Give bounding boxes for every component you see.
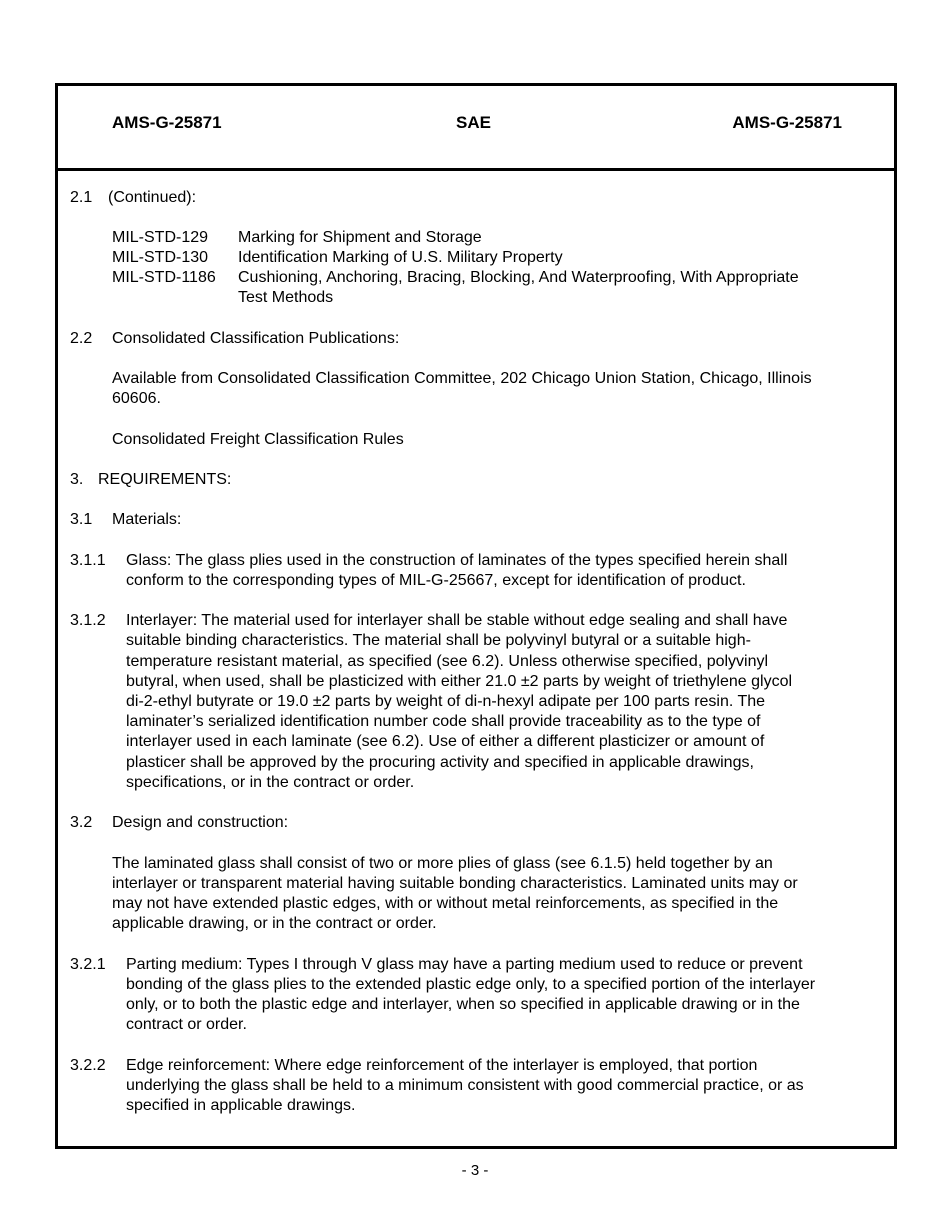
section-title: Consolidated Classification Publications:: [112, 330, 400, 347]
section-number: 2.2: [70, 330, 93, 347]
paragraph-line: suitable binding characteristics. The material shall be polyvinyl butyral or a suitable high-: [126, 632, 751, 649]
section-number: 2.1: [70, 189, 93, 206]
section-title: Materials:: [112, 511, 182, 528]
paragraph-line: butyral, when used, shall be plasticized with either 21.0 ±2 parts by weight of triethylene glycol: [126, 673, 793, 690]
paragraph-line: laminater’s serialized identification number code shall provide traceability as to the type of: [126, 713, 761, 730]
paragraph-line: temperature resistant material, as specified (see 6.2). Unless otherwise specified, polyvinyl: [126, 653, 769, 670]
header-doc-id-right: AMS-G-25871: [732, 113, 842, 132]
ref-code: MIL-STD-130: [112, 249, 209, 266]
ref-desc-continued: Test Methods: [238, 289, 334, 306]
paragraph-line: only, or to both the plastic edge and interlayer, when so specified in applicable drawing or in the: [126, 996, 800, 1013]
paragraph-line: contract or order.: [126, 1016, 247, 1033]
paragraph-line: applicable drawing, or in the contract or order.: [112, 915, 437, 932]
paragraph-line: Available from Consolidated Classification Committee, 202 Chicago Union Station, Chicago, Illinois: [112, 370, 812, 387]
paragraph-line: Parting medium: Types I through V glass may have a parting medium used to reduce or prevent: [126, 956, 803, 973]
paragraph-line: Consolidated Freight Classification Rules: [112, 431, 404, 448]
paragraph-line: 60606.: [112, 390, 161, 407]
paragraph-line: Edge reinforcement: Where edge reinforcement of the interlayer is employed, that portion: [126, 1057, 758, 1074]
paragraph-line: Interlayer: The material used for interlayer shall be stable without edge sealing and shall have: [126, 612, 788, 629]
paragraph-line: interlayer used in each laminate (see 6.2). Use of either a different plasticizer or amount of: [126, 733, 765, 750]
paragraph-line: Glass: The glass plies used in the construction of laminates of the types specified herein shall: [126, 552, 788, 569]
paragraph-line: specifications, or in the contract or order.: [126, 774, 415, 791]
section-title: (Continued):: [108, 189, 197, 206]
ref-desc: Cushioning, Anchoring, Bracing, Blocking, And Waterproofing, With Appropriate: [238, 269, 799, 286]
paragraph-line: specified in applicable drawings.: [126, 1097, 356, 1114]
section-number: 3.: [70, 471, 84, 488]
paragraph-line: may not have extended plastic edges, with or without metal reinforcements, as specified in the: [112, 895, 779, 912]
section-number: 3.1.2: [70, 612, 106, 629]
header-org: SAE: [456, 113, 491, 132]
section-number: 3.2.1: [70, 956, 106, 973]
paragraph-line: The laminated glass shall consist of two or more plies of glass (see 6.1.5) held together by an: [112, 855, 773, 872]
paragraph-line: bonding of the glass plies to the extended plastic edge only, to a specified portion of the interlayer: [126, 976, 816, 993]
ref-desc: Marking for Shipment and Storage: [238, 229, 482, 246]
section-number: 3.2: [70, 814, 93, 831]
section-title: REQUIREMENTS:: [98, 471, 232, 488]
paragraph-line: interlayer or transparent material having suitable bonding characteristics. Laminated units may or: [112, 875, 798, 892]
paragraph-line: underlying the glass shall be held to a minimum consistent with good commercial practice, or as: [126, 1077, 804, 1094]
page-number: - 3 -: [461, 1162, 489, 1179]
page-header: [58, 86, 894, 171]
section-number: 3.1.1: [70, 552, 106, 569]
section-number: 3.2.2: [70, 1057, 106, 1074]
section-title: Design and construction:: [112, 814, 289, 831]
header-doc-id-left: AMS-G-25871: [112, 113, 222, 132]
section-number: 3.1: [70, 511, 93, 528]
ref-code: MIL-STD-129: [112, 229, 209, 246]
ref-code: MIL-STD-1186: [112, 269, 216, 286]
paragraph-line: conform to the corresponding types of MIL-G-25667, except for identification of product.: [126, 572, 746, 589]
paragraph-line: di-2-ethyl butyrate or 19.0 ±2 parts by weight of di-n-hexyl adipate per 100 parts resin. The: [126, 693, 766, 710]
ref-desc: Identification Marking of U.S. Military Property: [238, 249, 563, 266]
paragraph-line: plasticer shall be approved by the procuring activity and specified in applicable drawings,: [126, 754, 754, 771]
